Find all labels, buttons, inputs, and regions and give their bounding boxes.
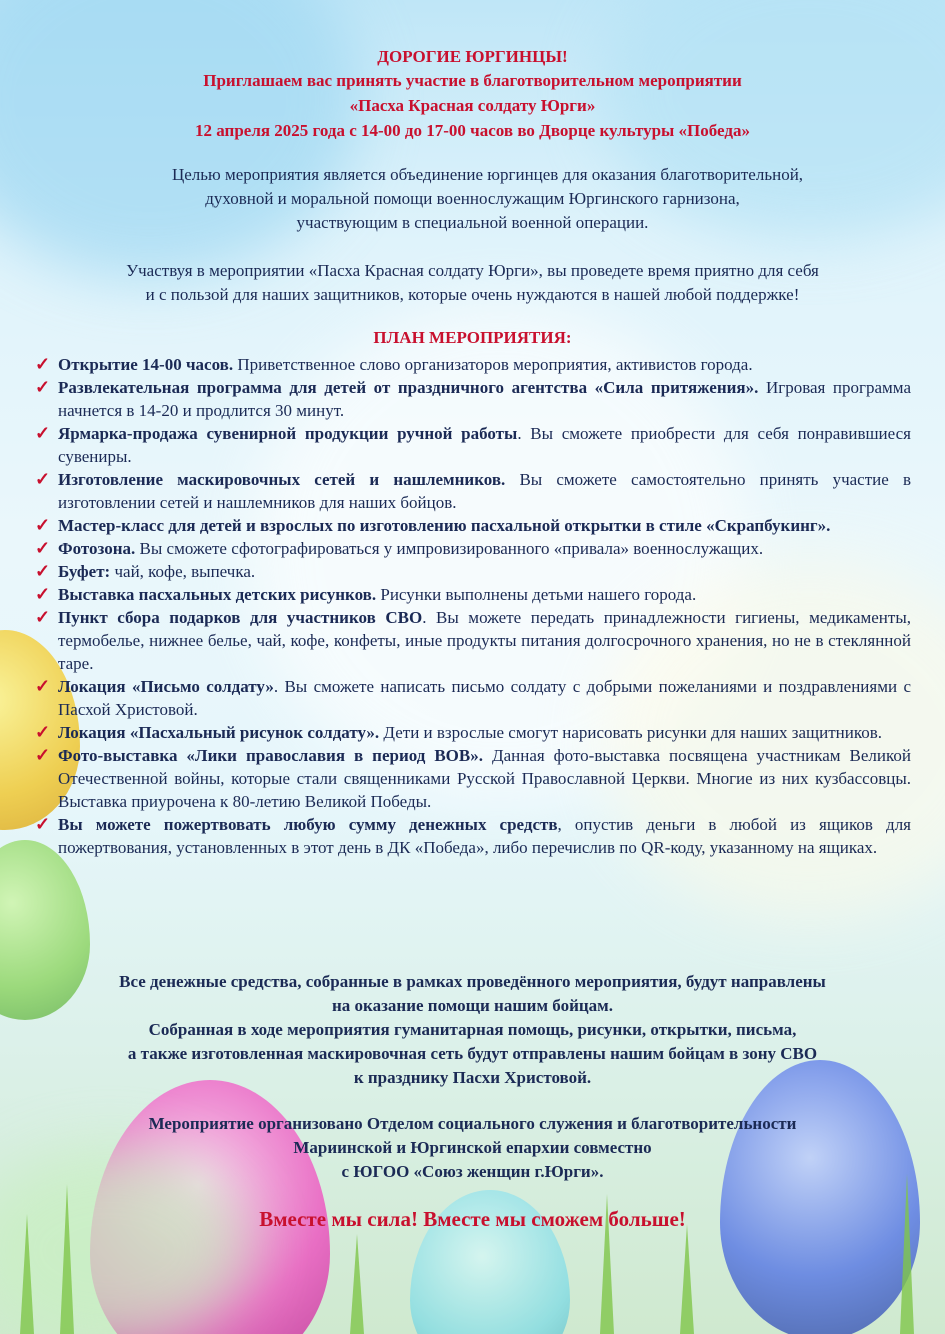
participation-paragraph [0, 259, 945, 307]
organizers-line: с ЮГОО «Союз женщин г.Юрги». [341, 1162, 604, 1181]
greeting-title: ДОРОГИЕ ЮРГИНЦЫ! [377, 47, 568, 66]
slogan: Вместе мы сила! Вместе мы сможем больше! [259, 1207, 686, 1231]
checkmark-icon: ✓ [35, 469, 51, 489]
checkmark-icon: ✓ [35, 722, 51, 742]
checkmark-icon: ✓ [35, 814, 51, 834]
funds-line: а также изготовленная маскировочная сеть будут отправлены нашим бойцам в зону СВО [127, 1044, 818, 1063]
plan-item: ✓ Локация «Пасхальный рисунок солдату». Дети и взрослые смогут нарисовать рисунки для наших защитников. [35, 722, 883, 742]
funds-line: к празднику Пасхи Христовой. [353, 1068, 592, 1087]
funds-line: на оказание помощи нашим бойцам. [332, 996, 613, 1015]
plan-item: ✓ Фотозона. Вы сможете сфотографироваться у импровизированного «привала» военнослужащих. [35, 538, 764, 558]
checkmark-icon: ✓ [35, 515, 51, 535]
event-date-place: 12 апреля 2025 года с 14-00 до 17-00 часов во Дворце культуры «Победа» [195, 121, 750, 140]
checkmark-icon: ✓ [35, 354, 51, 374]
organizers-paragraph [0, 1112, 945, 1184]
checkmark-icon: ✓ [35, 745, 51, 765]
plan-item: ✓ Вы можете пожертвовать любую сумму денежных средств, опустив деньги в любой из ящиков для пожертвования, установленных в этот день в ДК «Победа», либо перечислив по QR-коду, указанному на ящиках. [35, 814, 911, 857]
checkmark-icon: ✓ [35, 607, 51, 627]
invitation-line: Приглашаем вас принять участие в благотворительном мероприятии [203, 71, 742, 90]
plan-list [35, 353, 911, 859]
purpose-line: Целью мероприятия является объединение юргинцев для оказания благотворительной, [171, 165, 804, 184]
plan-item: ✓ Фото-выставка «Лики православия в период ВОВ». Данная фото-выставка посвящена участникам Великой Отечественной войны, которые стали священниками Русской Православной Церкви. Многие из них кузбассовцы. Выставка приурочена к 80-летию Великой Победы. [35, 745, 912, 811]
plan-item: ✓ Выставка пасхальных детских рисунков. Рисунки выполнены детьми нашего города. [35, 584, 697, 604]
checkmark-icon: ✓ [35, 584, 51, 604]
plan-item: ✓ Открытие 14-00 часов. Приветственное слово организаторов мероприятия, активистов города. [35, 354, 753, 374]
checkmark-icon: ✓ [35, 423, 51, 443]
plan-item: ✓ Развлекательная программа для детей от праздничного агентства «Сила притяжения». Игровая программа начнется в 14-20 и продлится 30 минут. [35, 377, 911, 420]
purpose-paragraph [0, 163, 945, 235]
funds-line: Собранная в ходе мероприятия гуманитарная помощь, рисунки, открытки, письма, [148, 1020, 797, 1039]
organizers-line: Мариинской и Юргинской епархии совместно [293, 1138, 652, 1157]
organizers-line: Мероприятие организовано Отделом социального служения и благотворительности [148, 1114, 797, 1133]
plan-item: ✓ Ярмарка-продажа сувенирной продукции ручной работы. Вы сможете приобрести для себя понравившиеся сувениры. [35, 423, 911, 466]
purpose-line: духовной и моральной помощи военнослужащим Юргинского гарнизона, [205, 189, 740, 208]
plan-item: ✓ Буфет: чай, кофе, выпечка. [35, 561, 256, 581]
checkmark-icon: ✓ [35, 377, 51, 397]
checkmark-icon: ✓ [35, 538, 51, 558]
funds-line: Все денежные средства, собранные в рамках проведённого мероприятия, будут направлены [119, 972, 826, 991]
purpose-line: участвующим в специальной военной операции. [296, 213, 649, 232]
plan-item: ✓ Изготовление маскировочных сетей и нашлемников. Вы сможете самостоятельно принять участие в изготовлении сетей и нашлемников для наших бойцов. [35, 469, 911, 512]
plan-item: ✓ Локация «Письмо солдату». Вы сможете написать письмо солдату с добрыми пожеланиями и поздравлениями с Пасхой Христовой. [35, 676, 911, 719]
funds-paragraph [0, 970, 945, 1090]
participation-line: и с пользой для наших защитников, которые очень нуждаются в нашей любой поддержке! [145, 285, 800, 304]
participation-line: Участвуя в мероприятии «Пасха Красная солдату Юрги», вы проведете время приятно для себя [126, 261, 819, 280]
checkmark-icon: ✓ [35, 561, 51, 581]
checkmark-icon: ✓ [35, 676, 51, 696]
plan-item: ✓ Пункт сбора подарков для участников СВО. Вы можете передать принадлежности гигиены, медикаменты, термобелье, нижнее белье, чай, кофе, конфеты, иные продукты питания долгосрочного хранения, но не в стеклянной таре. [35, 607, 911, 673]
plan-title: ПЛАН МЕРОПРИЯТИЯ: [373, 328, 572, 347]
plan-item: ✓ Мастер-класс для детей и взрослых по изготовлению пасхальной открытки в стиле «Скрапбукинг». [35, 515, 831, 535]
event-name: «Пасха Красная солдату Юрги» [349, 96, 596, 115]
